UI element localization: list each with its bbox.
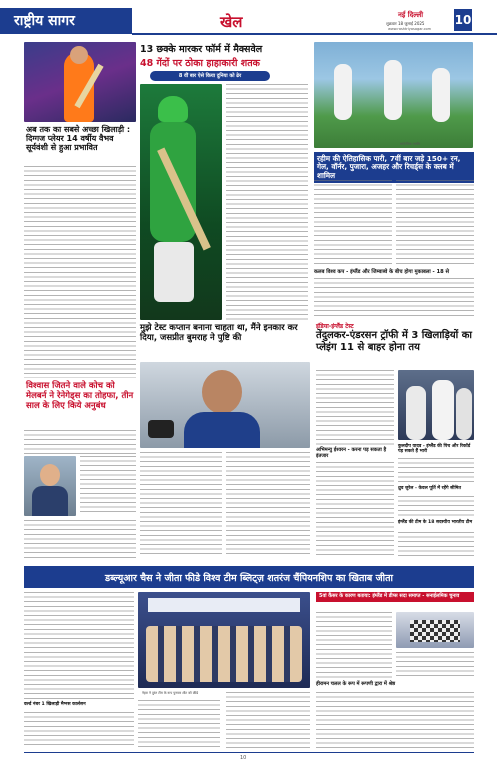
chess-banner <box>24 566 474 588</box>
tendulkar-sub2: कुलदीप यादव - इंग्लैंड की पिच और रिकॉर्ड पड़ सकते हैं भारी <box>398 444 471 455</box>
page-number: 10 <box>454 13 472 27</box>
microphone <box>148 420 174 438</box>
website: www.rashtriyasagar.com <box>388 27 432 31</box>
maxwell-headline-2 <box>140 56 308 69</box>
batsman-1 <box>334 64 352 120</box>
city: नई दिल्ली <box>398 11 424 19</box>
bumrah-photo <box>140 362 310 448</box>
tendulkar-body-col2c <box>398 532 474 556</box>
section-title: खेल <box>220 13 243 31</box>
chess-headline: डब्ल्यूआर चैस ने जीता फीडे विश्व टीम ब्लिट्ज़ शतरंज चैंपियनशिप का खिताब जीता <box>105 572 393 584</box>
chess-bottom-right-headline: हीरामन चलल के रूप में रूपणी द्वारा में श्रेष्ठ <box>316 681 396 687</box>
chess-right-banner: 5वां कैंसर के कारण बताया: इंग्लैंड में डीप्स सदा समाप्त - सनाईलमिक चुनाव <box>316 592 474 602</box>
maxwell-kicker <box>150 71 270 81</box>
chess-photo <box>138 592 310 688</box>
maxwell-body-text <box>226 84 308 320</box>
vaibhav-headline: अब तक का सबसे अच्छा खिलाड़ी : दिग्गज प्लेयर 14 वर्षीय वैभव सूर्यवंशी से हुआ प्रभावित <box>26 125 131 153</box>
maxwell-helmet <box>158 96 188 122</box>
tendulkar-body-col1b <box>316 462 394 556</box>
chessboard <box>410 620 460 642</box>
tendulkar-sub1: अभिमन्यु ईश्वरन - करना पड़ सकता है इंतजार <box>316 447 387 459</box>
tendulkar-headline: तेंदुलकर-एंडरसन ट्रॉफी में 3 खिलाड़ियों का प्लेइंग 11 से बाहर होना तय <box>316 330 473 353</box>
maxwell-kicker-text: 8 वीं बार ऐसे किया दुनिया को ढेर <box>178 73 242 79</box>
chess-right-photo <box>396 612 474 648</box>
chess-right-col3 <box>316 692 474 748</box>
cricketer-b <box>432 380 454 440</box>
player-head <box>70 46 88 64</box>
england-zim-body <box>314 278 474 318</box>
bumrah-body-col1 <box>140 452 222 556</box>
cricketer-c <box>456 388 472 440</box>
chess-photo-caption: नेहरा ने दुरंत टीम के रूप पुनवार शीट को फ्रीडे <box>142 691 199 695</box>
vaibhav-body-text <box>24 166 136 378</box>
chess-right-col2 <box>396 652 474 678</box>
rahim-body-col2 <box>396 180 474 266</box>
player-row <box>146 626 302 682</box>
rahim-body-col1 <box>314 180 392 266</box>
bumrah-face <box>202 370 242 414</box>
england-zim-headline: कलब विश्व कप - इंग्लैंड और जिम्बाब्वे के बीच होगा मुकाबला - 18 से <box>314 269 450 275</box>
tendulkar-body-col2 <box>398 458 474 482</box>
bumrah-shirt <box>184 412 260 448</box>
chess-right-col1 <box>316 612 392 678</box>
chess-body-col1 <box>24 592 134 700</box>
footer-rule <box>24 752 474 753</box>
vishwas-body-side <box>80 456 136 516</box>
maxwell-photo <box>140 84 222 320</box>
rahim-photo <box>314 42 473 148</box>
bumrah-body-col2 <box>226 452 310 556</box>
tendulkar-sub4: इंग्लैंड की टीम के 18 सदस्यीय भारतीय टीम <box>398 520 473 525</box>
coach-body <box>32 486 68 516</box>
maxwell-headline-line1: 13 छक्के मारकर फॉर्म में मैक्सवेल <box>140 44 263 55</box>
vaibhav-photo <box>24 42 136 122</box>
batsman-3 <box>432 68 450 122</box>
tendulkar-body-col1 <box>316 370 394 446</box>
masthead-bar <box>0 0 497 40</box>
tendulkar-sub3: ध्रुव जुरेल - केवल पूर्ति में रहेंगे सीमित <box>398 486 461 491</box>
cricketer-a <box>406 386 426 440</box>
team-banner <box>148 598 300 612</box>
footer-page-marker: 10 <box>240 755 247 761</box>
rahim-headline: रहीम की ऐतिहासिक पारी, 7वीं बार जड़े 150+ रन, गेल, वॉर्नर, पुजारा, अजहर और रिचर्ड्स के क्लब में शामिल <box>314 152 474 183</box>
maxwell-headline-1 <box>140 42 308 55</box>
chess-body-col1b <box>24 712 134 748</box>
batsman-2 <box>384 60 402 120</box>
vishwas-body-top <box>24 430 136 454</box>
masthead-rule <box>132 33 497 35</box>
vishwas-body-bottom <box>24 520 136 558</box>
maxwell-headline-line2: 48 गेंदों पर ठोका हाहाकारी शतक <box>140 58 260 69</box>
coach-photo <box>24 456 76 516</box>
tendulkar-photo <box>398 370 474 440</box>
paper-name: राष्ट्रीय सागर <box>14 13 75 29</box>
date-line: शुक्रवार 18 जुलाई 2025 <box>386 21 425 26</box>
maxwell-pads <box>154 242 194 302</box>
coach-head <box>40 464 60 486</box>
tendulkar-body-col2b <box>398 496 474 516</box>
bumrah-headline: मुझे टेस्ट कप्तान बनाना चाहता था, मैंने इनकार कर दिया, जसप्रीत बुमराह ने पुष्टि की <box>140 323 298 343</box>
chess-sub-left: वर्ल्ड नंबर 1 खिलाड़ी मैग्नस कार्लसन <box>24 702 86 707</box>
chess-body-col2 <box>138 700 220 748</box>
page-number-box <box>454 9 472 31</box>
chess-body-col3 <box>226 692 310 748</box>
rahim-photo-caption: सांकेतिक तस्वीर <box>400 142 421 146</box>
vishwas-headline: विश्वास जितने वाले कोच को मेलबर्न ने रेनेगेड्स का तोहफा, तीन साल के लिए किये अनुबंध <box>26 381 134 411</box>
tendulkar-kicker: इंडिया-इंग्लैंड टेस्ट <box>316 323 354 330</box>
